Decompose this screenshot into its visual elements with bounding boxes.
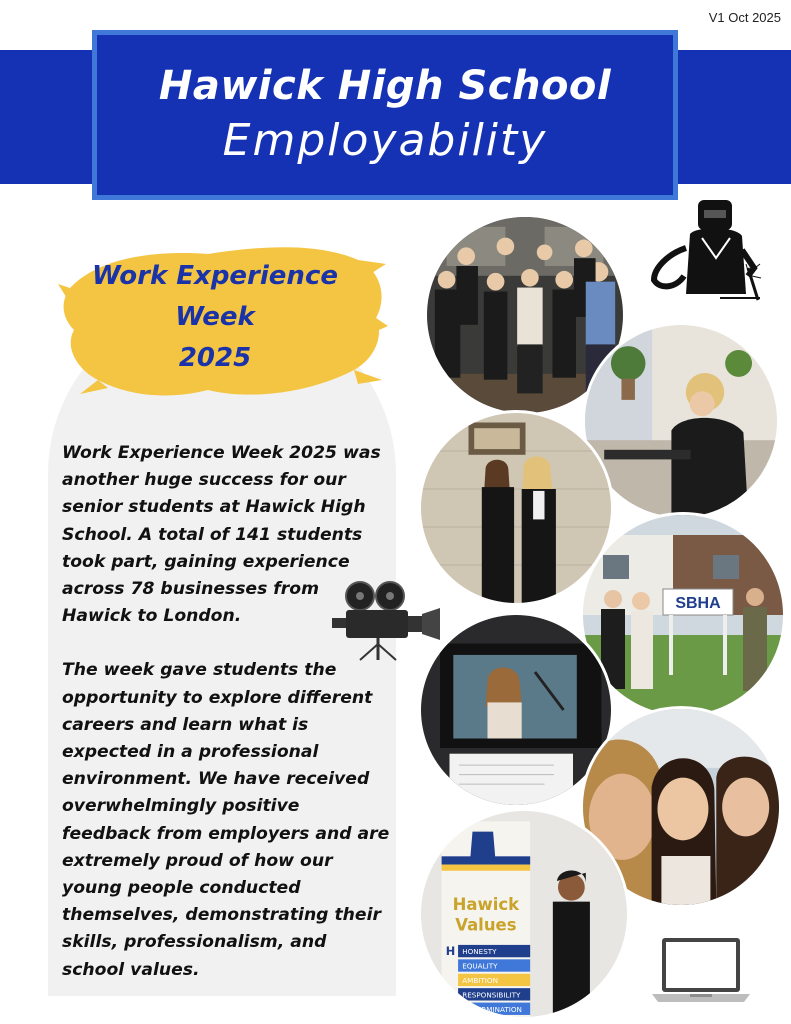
- banner-letter: H: [445, 944, 456, 959]
- laptop-icon: [650, 936, 752, 1008]
- banner-value-1: HONESTY: [462, 947, 497, 957]
- article-body: [62, 440, 392, 984]
- heading-line-1: Work Experience: [92, 261, 338, 291]
- banner-title-1: Hawick: [452, 894, 520, 914]
- banner-value-4: RESPONSIBILITY: [462, 990, 521, 1000]
- sign-text: SBHA: [675, 595, 721, 612]
- paragraph-2: The week gave students the opportunity to explore different careers and learn what is expected in a professional environment. We have received overwhelmingly positive feedback from employers and are extremely proud of how our young people conducted themselves, demonstrating their skills, professionalism, and school values.: [62, 660, 390, 980]
- heading-line-3: 2025: [178, 343, 252, 373]
- banner-value-2: EQUALITY: [462, 961, 498, 971]
- newsletter-subtitle: Employability: [222, 115, 548, 166]
- version-label: V1 Oct 2025: [708, 10, 781, 25]
- paragraph-1: Work Experience Week 2025 was another huge success for our senior students at Hawick High School. A total of 141 students took part, gaining experience across 78 businesses from Hawick to London.: [62, 443, 381, 627]
- banner-value-5: DETERMINATION: [462, 1004, 522, 1014]
- section-heading: [70, 256, 360, 379]
- welder-icon: [650, 198, 762, 302]
- students-plaque-photo: [418, 410, 614, 606]
- school-name: Hawick High School: [158, 63, 612, 109]
- heading-line-2: Week: [175, 302, 255, 332]
- banner-value-3: AMBITION: [462, 976, 498, 986]
- banner-title-2: Values: [455, 915, 517, 935]
- title-box: [92, 30, 678, 200]
- film-camera-icon: [330, 580, 442, 662]
- hawick-values-photo: [418, 808, 630, 1020]
